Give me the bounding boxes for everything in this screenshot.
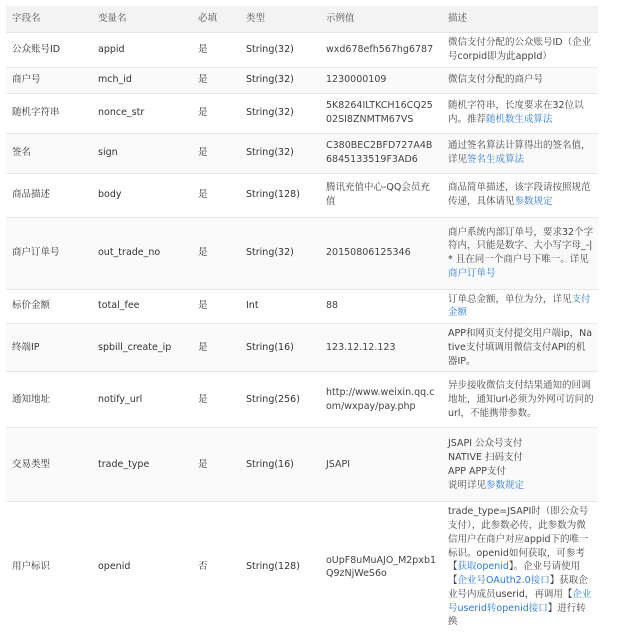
description-cell (442, 173, 598, 217)
type-cell: String(32) (240, 93, 320, 133)
type-cell: String(32) (240, 67, 320, 93)
header-field-name: 字段名 (6, 6, 92, 33)
description-line (448, 479, 594, 493)
table-row (6, 67, 598, 93)
desc-text: NATIVE 扫码支付 (448, 452, 523, 463)
description-cell (442, 289, 598, 324)
type-cell: String(128) (240, 502, 320, 632)
field-name-cell: 用户标识 (6, 502, 92, 632)
field-name-cell: 标价金额 (6, 289, 92, 324)
variable-name-cell: nonce_str (92, 93, 192, 133)
field-name-cell: 商品描述 (6, 173, 92, 217)
description-cell (442, 33, 598, 68)
variable-name-cell: spbill_create_ip (92, 324, 192, 372)
desc-text: trade_type=JSAPI时（即公众号支付），此参数必传，此参数为微信用户在商户对应appid下的唯一标识。openid如何获取，可参考【 (448, 506, 589, 572)
field-name-cell: 交易类型 (6, 428, 92, 502)
desc-text: 】进行转换 (448, 603, 586, 628)
required-cell: 是 (192, 33, 240, 68)
description-cell (442, 324, 598, 372)
table-row (6, 93, 598, 133)
example-value-cell: http://www.weixin.qq.com/wxpay/pay.php (320, 372, 442, 428)
field-name-cell: 终端IP (6, 324, 92, 372)
example-value-cell: 88 (320, 289, 442, 324)
example-value-cell: 腾讯充值中心-QQ会员充值 (320, 173, 442, 217)
desc-text: APP和网页支付提交用户端ip，Native支付填调用微信支付API的机器IP。 (448, 328, 592, 367)
type-cell: String(256) (240, 372, 320, 428)
required-cell: 是 (192, 217, 240, 289)
required-cell: 是 (192, 428, 240, 502)
type-cell: String(16) (240, 324, 320, 372)
doc-link[interactable]: 企业号OAuth2.0接口 (458, 575, 550, 586)
example-value-cell: 5K8264ILTKCH16CQ2502SI8ZNMTM67VS (320, 93, 442, 133)
description-line (448, 437, 594, 451)
table-row (6, 428, 598, 502)
desc-text: 订单总金额，单位为分，详见 (448, 294, 572, 305)
desc-text: 商户系统内部订单号，要求32个字符内，只能是数字、大小写字母_-|* 且在同一个商户号下唯一。详见 (448, 227, 593, 266)
table-row (6, 289, 598, 324)
field-name-cell: 商户订单号 (6, 217, 92, 289)
required-cell: 是 (192, 372, 240, 428)
doc-link[interactable]: 企业号userid转openid接口 (448, 589, 591, 614)
table-header (6, 6, 598, 33)
required-cell: 是 (192, 93, 240, 133)
type-cell: String(32) (240, 33, 320, 68)
variable-name-cell: total_fee (92, 289, 192, 324)
table-row (6, 324, 598, 372)
doc-link[interactable]: 随机数生成算法 (486, 114, 553, 125)
description-line (448, 451, 594, 465)
desc-text: 异步接收微信支付结果通知的回调地址，通知url必须为外网可访问的url，不能携带参数。 (448, 380, 594, 419)
description-cell (442, 217, 598, 289)
doc-link[interactable]: 参数规定 (486, 480, 524, 491)
type-cell: String(32) (240, 217, 320, 289)
header-description: 描述 (442, 6, 598, 33)
required-cell: 是 (192, 67, 240, 93)
table-row (6, 217, 598, 289)
type-cell: String(32) (240, 133, 320, 173)
desc-text: JSAPI 公众号支付 (448, 438, 523, 449)
example-value-cell: 1230000109 (320, 67, 442, 93)
required-cell: 是 (192, 324, 240, 372)
required-cell: 否 (192, 502, 240, 632)
header-required: 必填 (192, 6, 240, 33)
description-cell (442, 502, 598, 632)
desc-text: 微信支付分配的公众账号ID（企业号corpid即为此appId） (448, 37, 591, 62)
parameter-table (6, 6, 598, 632)
required-cell: 是 (192, 289, 240, 324)
description-cell (442, 93, 598, 133)
field-name-cell: 商户号 (6, 67, 92, 93)
doc-link[interactable]: 参数规定 (515, 196, 553, 207)
required-cell: 是 (192, 173, 240, 217)
header-type: 类型 (240, 6, 320, 33)
description-cell (442, 372, 598, 428)
type-cell: Int (240, 289, 320, 324)
desc-text: APP APP支付 (448, 466, 506, 477)
variable-name-cell: notify_url (92, 372, 192, 428)
desc-text: 】获取企业号内成员userid，再调用【 (448, 575, 588, 600)
variable-name-cell: openid (92, 502, 192, 632)
doc-link[interactable]: 支付金额 (448, 294, 591, 319)
desc-text: 随机字符串，长度要求在32位以内。推荐 (448, 100, 584, 125)
table-row (6, 372, 598, 428)
example-value-cell: JSAPI (320, 428, 442, 502)
doc-link[interactable]: 签名生成算法 (467, 154, 524, 165)
doc-link[interactable]: 商户订单号 (448, 268, 496, 279)
field-name-cell: 公众账号ID (6, 33, 92, 68)
desc-text: 说明详见 (448, 480, 486, 491)
type-cell: String(128) (240, 173, 320, 217)
example-value-cell: wxd678efh567hg6787 (320, 33, 442, 68)
variable-name-cell: out_trade_no (92, 217, 192, 289)
example-value-cell: 123.12.12.123 (320, 324, 442, 372)
description-cell (442, 67, 598, 93)
table-body (6, 33, 598, 632)
type-cell: String(16) (240, 428, 320, 502)
desc-text: 】。企业号请使用【 (448, 561, 580, 586)
variable-name-cell: appid (92, 33, 192, 68)
example-value-cell: oUpF8uMuAJO_M2pxb1Q9zNjWeS6o (320, 502, 442, 632)
desc-text: 通过签名算法计算得出的签名值，详见 (448, 140, 591, 165)
doc-link[interactable]: 获取openid (458, 561, 509, 572)
field-name-cell: 随机字符串 (6, 93, 92, 133)
desc-text: 微信支付分配的商户号 (448, 74, 543, 85)
variable-name-cell: sign (92, 133, 192, 173)
header-example: 示例值 (320, 6, 442, 33)
description-cell (442, 428, 598, 502)
header-row (6, 6, 598, 33)
description-cell (442, 133, 598, 173)
header-variable-name: 变量名 (92, 6, 192, 33)
table-row (6, 133, 598, 173)
variable-name-cell: trade_type (92, 428, 192, 502)
table-row (6, 33, 598, 68)
table-row (6, 173, 598, 217)
variable-name-cell: mch_id (92, 67, 192, 93)
field-name-cell: 通知地址 (6, 372, 92, 428)
example-value-cell: C380BEC2BFD727A4B6845133519F3AD6 (320, 133, 442, 173)
table-row (6, 502, 598, 632)
variable-name-cell: body (92, 173, 192, 217)
desc-text: 商品简单描述，该字段请按照规范传递，具体请见 (448, 182, 591, 207)
field-name-cell: 签名 (6, 133, 92, 173)
description-line (448, 465, 594, 479)
example-value-cell: 20150806125346 (320, 217, 442, 289)
required-cell: 是 (192, 133, 240, 173)
